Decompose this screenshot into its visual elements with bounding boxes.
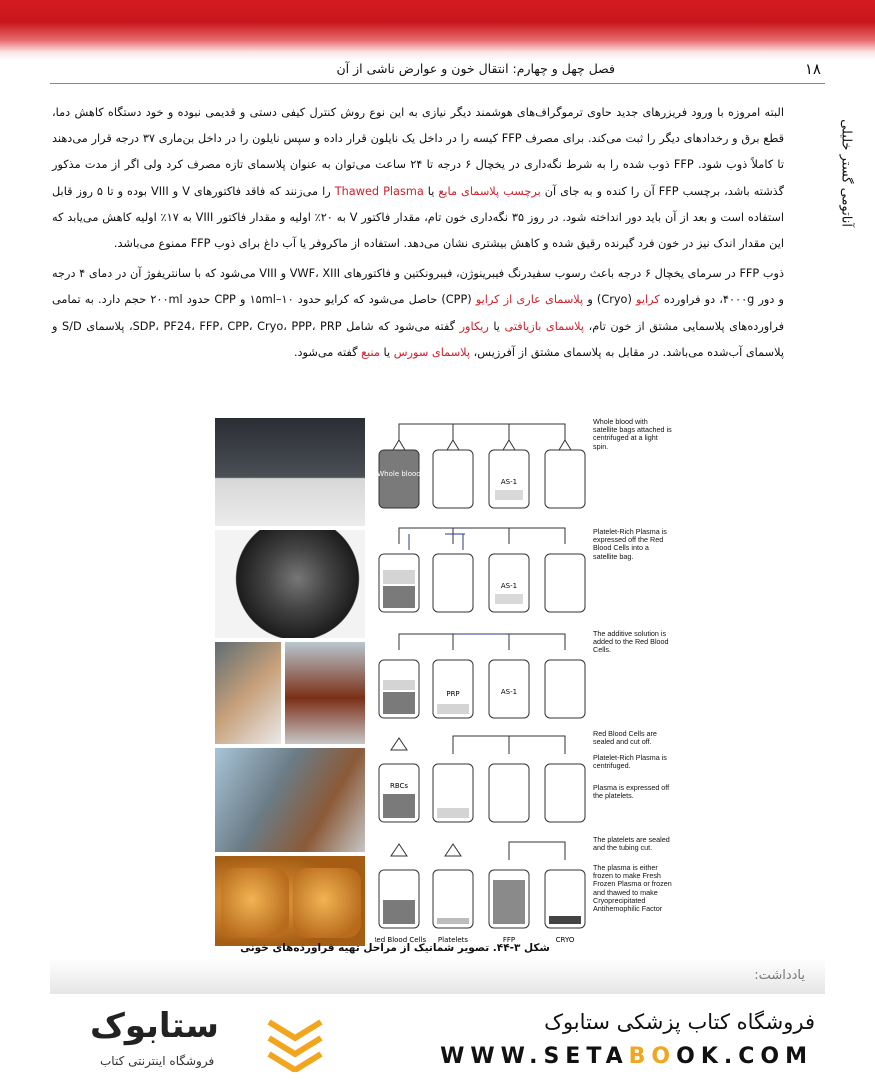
step-note: Whole blood with satellite bags attached is centrifuged at a light spin. <box>593 417 672 451</box>
cryo-unit <box>549 916 581 924</box>
highlight-term: Thawed Plasma <box>334 184 424 198</box>
as1-fill <box>495 490 523 500</box>
page-number: ۱۸ <box>804 60 821 78</box>
bag-label-as1: AS-1 <box>500 688 518 696</box>
as1-fill <box>495 594 523 604</box>
logo-subtitle: فروشگاه اینترنتی کتاب <box>100 1054 215 1068</box>
prp-fill <box>437 704 469 714</box>
text-run: ذوب FFP در سرمای یخچال ۶ درجه باعث رسوب سفیدرنگ فیبرینوژن، فیبرونکتین و فاکتورهای VWF، XIII و VIII می‌شود که با سانتریفوژ آن در دمای ۴ درجه و دور ۴۰۰۰g، دو فراورده <box>52 267 785 307</box>
rbc-layer <box>383 586 415 608</box>
photo-expressor <box>215 748 365 852</box>
process-diagram <box>375 418 595 948</box>
figure-caption: شکل ۳-۴۴. تصویر شماتیک از مراحل تهیه فراورده‌های خونی <box>240 942 550 954</box>
plasma-layer <box>383 570 415 584</box>
text-run: گفته می‌شود که شامل SDP، PF24، FFP، CPP، Cryo، PPP، PRP، پلاسمای S/D و پلاسمای آب‌شده می‌باشد. در مقابل به پلاسمای مشتق از آفرزیس، <box>52 319 784 359</box>
rbc-layer <box>383 692 415 714</box>
photo-frozen-plasma <box>215 856 365 946</box>
side-tab-label: آناتومی گستر خلیلی <box>838 119 854 227</box>
step-note: The plasma is either frozen to make Fresh Frozen Plasma or frozen and thawed to make Cryoprecipitated Antihemophilic Factor <box>593 863 672 914</box>
logo-text: ستابوک <box>90 1006 219 1046</box>
chapter-title: فصل چهل و چهارم: انتقال خون و عوارض ناشی از آن <box>336 61 615 76</box>
paragraph-1 <box>52 100 784 257</box>
label-cryo: CRYO <box>555 936 575 944</box>
flow-arrow <box>455 634 509 640</box>
step-1-bags <box>379 424 585 508</box>
highlight-term: منبع <box>361 345 380 359</box>
text-run: یا <box>488 319 505 333</box>
process-diagram-svg <box>375 418 595 948</box>
bag-label-prp: PRP <box>446 690 460 698</box>
highlight-term: پلاسمای بازیافتی <box>504 319 585 333</box>
figure <box>215 417 672 956</box>
paragraph-2 <box>52 261 784 366</box>
step-notes <box>593 418 673 948</box>
photo-bags-on-scale <box>215 418 365 526</box>
step-note: Plasma is expressed off the platelets. <box>593 783 670 801</box>
label-ffp: FFP <box>502 936 516 944</box>
running-head <box>50 58 825 84</box>
text-run: یا <box>379 345 394 359</box>
highlight-term: پلاسمای عاری از کرایو <box>475 293 584 307</box>
platelet-unit <box>437 918 469 924</box>
text-run: گفته می‌شود. <box>293 345 362 359</box>
ffp-unit <box>493 880 525 924</box>
highlight-term: ریکاور <box>459 319 489 333</box>
rbc-layer <box>383 794 415 818</box>
rbc-unit <box>383 900 415 924</box>
plasma-bag <box>293 868 361 938</box>
photo-centrifuge <box>215 530 365 638</box>
photo-sealing <box>215 642 281 744</box>
flow-arrow <box>409 534 465 550</box>
step-note: The additive solution is added to the Red Blood Cells. <box>593 629 669 655</box>
bag-label-as1: AS-1 <box>500 478 518 486</box>
store-logo[interactable] <box>90 1004 270 1076</box>
url-accent: BO <box>628 1044 677 1069</box>
bag-label-rbcs: RBCs <box>389 782 409 790</box>
bag-label-whole-blood: Whole blood <box>377 470 421 478</box>
platelet-fill <box>437 808 469 818</box>
photo-column <box>215 418 365 946</box>
store-url[interactable] <box>440 1044 813 1069</box>
url-part: WWW.SETA <box>440 1044 629 1069</box>
step-note: The platelets are sealed and the tubing cut. <box>593 835 670 853</box>
store-title: فروشگاه کتاب پزشکی ستابوک <box>544 1010 815 1034</box>
header-band <box>0 0 875 60</box>
highlight-term: کرایو <box>636 293 660 307</box>
notes-label: یادداشت: <box>754 968 805 983</box>
logo-mark-icon <box>265 1014 325 1072</box>
bag-label-as1: AS-1 <box>500 582 518 590</box>
text-run: البته امروزه با ورود فریزرهای جدید حاوی ترموگراف‌های هوشمند دیگر نیازی به این نوع روش کنترل کیفی دستی و قدیمی نبوده و خود دستگاه کاهش دما، قطع برق و رخدادهای دیگر را ثبت می‌کند. برای مصرف FFP کیسه را در داخل یک نایلون قرار داده و سپس نایلون را در داخل بن‌ماری ۳۷ درجه قرار می‌دهند تا کاملاً ذوب شود. FFP ذوب شده را به شرط نگه‌داری در یخچال ۶ درجه تا ۲۴ ساعت می‌توان به عنوان پلاسمای تازه مصرف کرد ولی اگر از مدت مذکور گذشته باشد، برچسب FFP آن را کنده و به جای آن <box>52 106 784 198</box>
footer <box>0 996 875 1080</box>
step-note: Red Blood Cells are sealed and cut off. <box>593 729 657 747</box>
step-note: Platelet-Rich Plasma is expressed off the Red Blood Cells into a satellite bag. <box>593 527 667 561</box>
text-run: (Cryo) و <box>583 293 636 307</box>
highlight-term: برچسب پلاسمای مایع <box>438 184 541 198</box>
text-run: (CPP) حاصل می‌شود که کرایو حدود ۱۵ml–۱۰ و CPP حدود ۲۰۰ml حجم دارد. به تمامی فراورده‌های پلاسمایی مشتق از خون تام، <box>52 293 785 333</box>
step-note: Platelet-Rich Plasma is centrifuged. <box>593 753 667 771</box>
side-tab <box>835 108 857 238</box>
highlight-term: پلاسمای سورس <box>393 345 471 359</box>
plasma-bag <box>221 868 289 938</box>
text-run: یا <box>423 184 439 198</box>
label-red-blood-cells: Red Blood Cells <box>375 936 427 944</box>
additive-layer <box>383 680 415 690</box>
photo-plasma-extractor <box>285 642 365 744</box>
body-text <box>52 100 784 370</box>
url-part: OK.COM <box>676 1044 813 1069</box>
notes-bar <box>50 958 825 994</box>
label-platelets: Platelets <box>437 936 469 944</box>
text-run: را می‌زنند که فاقد فاکتورهای V و VIII بوده و تا ۵ روز قابل استفاده است و بعد از آن باید دور انداخته شود. در روز ۳۵ نگه‌داری خون تام، مقدار فاکتور V به ۲۰٪ اولیه و مقدار فاکتور VIII به ۱۷٪ اولیه کاهش می‌یابد که این مقدار اندک نیز در خون فرد گیرنده رقیق شده و کاهش بیشتری نشان می‌دهد. استفاده از ماکروفر یا آب داغ برای ذوب FFP ممنوع می‌باشد. <box>52 184 784 251</box>
